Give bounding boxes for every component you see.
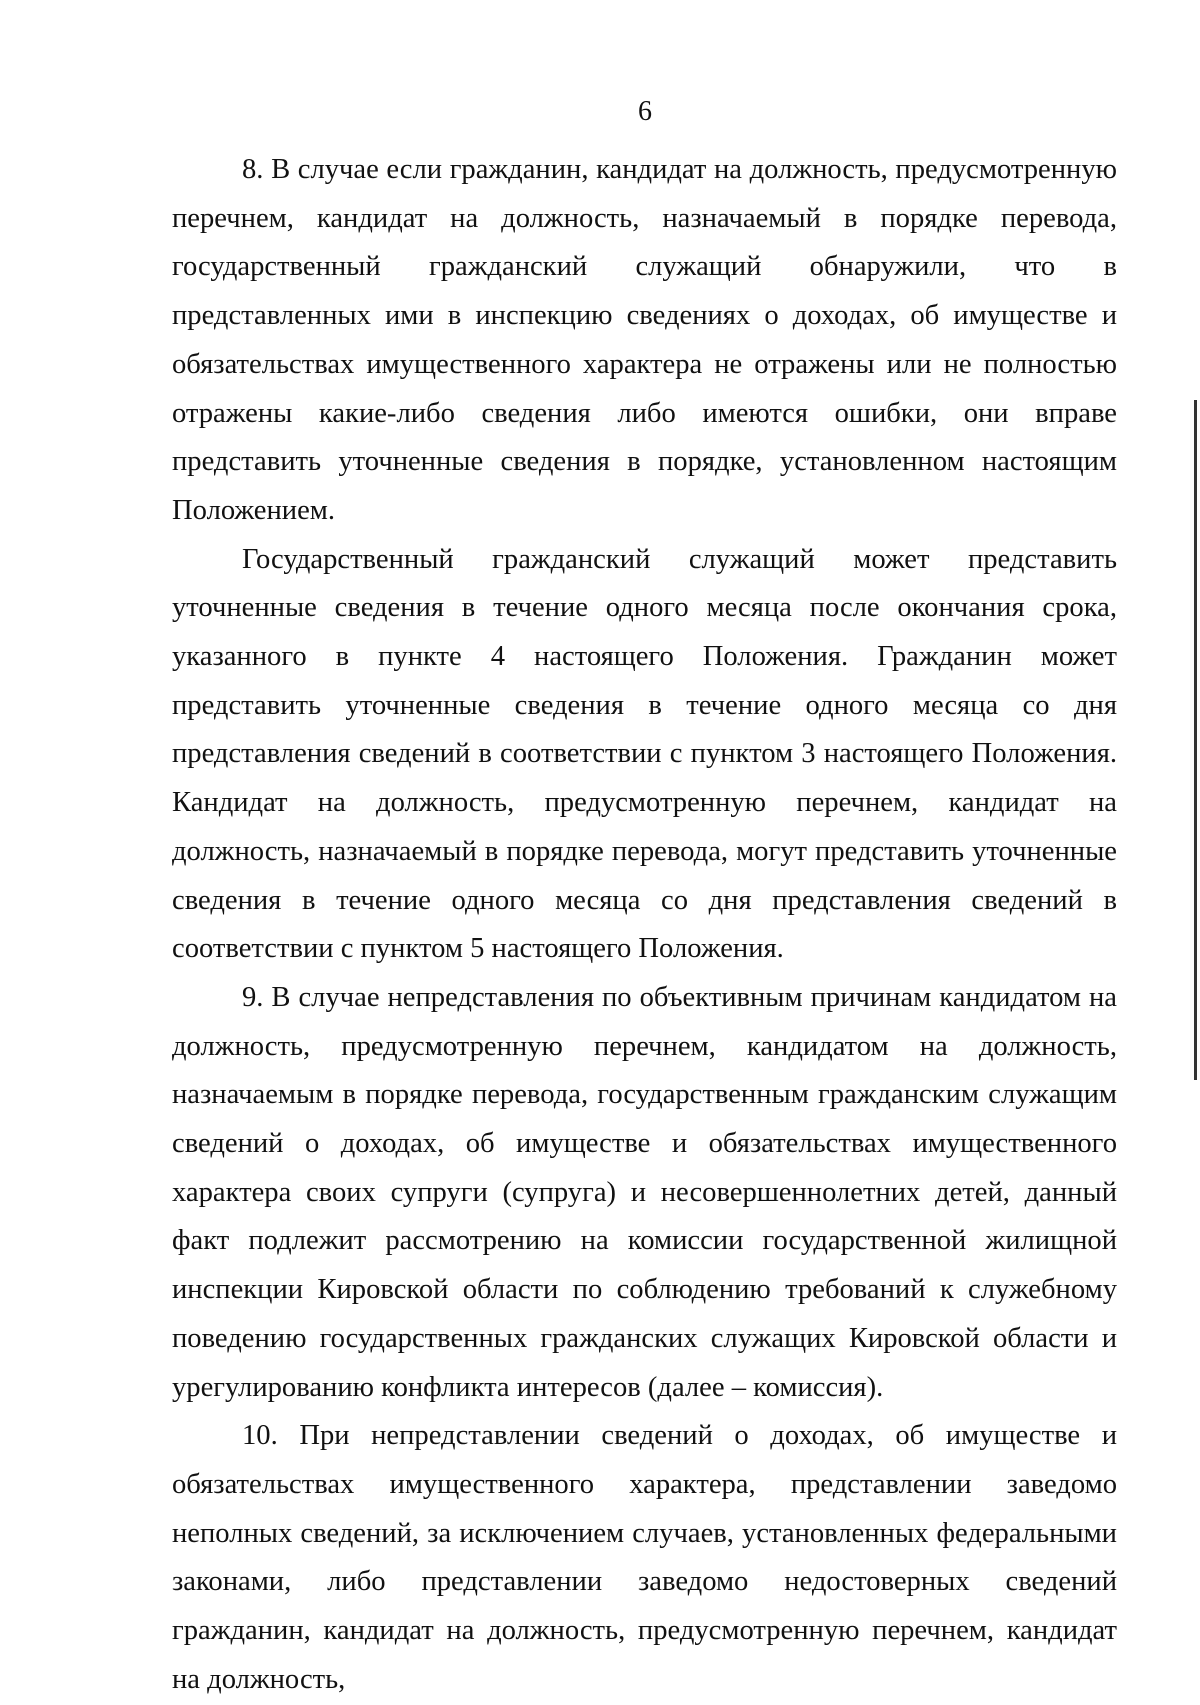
page-number: 6	[638, 96, 652, 127]
paragraph-8: 8. В случае если гражданин, кандидат на должность, предусмотренную перечнем, кандидат на должность, назначаемый в порядке перевода, государственный гражданский служащий обнаружили, что в представленных ими в инспекцию сведениях о доходах, об имуществе и обязательствах имущественного характера не отражены или не полностью отражены какие-либо сведения либо имеются ошибки, они вправе представить уточненные сведения в порядке, установленном настоящим Положением.	[172, 154, 1117, 526]
paragraph-8-continued: Государственный гражданский служащий может представить уточненные сведения в течение одного месяца после окончания срока, указанного в пункте 4 настоящего Положения. Гражданин может представить уточненные сведения в течение одного месяца со дня представления сведений в соответствии с пунктом 3 настоящего Положения. Кандидат на должность, предусмотренную перечнем, кандидат на должность, назначаемый в порядке перевода, могут представить уточненные сведения в течение одного месяца со дня представления сведений в соответствии с пунктом 5 настоящего Положения.	[172, 543, 1117, 965]
scan-edge-line	[1194, 400, 1197, 1080]
paragraph-9: 9. В случае непредставления по объективным причинам кандидатом на должность, предусмотренную перечнем, кандидатом на должность, назначаемым в порядке перевода, государственным гражданским служащим сведений о доходах, об имуществе и обязательствах имущественного характера своих супруги (супруга) и несовершеннолетних детей, данный факт подлежит рассмотрению на комиссии государственной жилищной инспекции Кировской области по соблюдению требований к служебному поведению государственных гражданских служащих Кировской области и урегулированию конфликта интересов (далее – комиссия).	[172, 981, 1117, 1403]
paragraph-10: 10. При непредставлении сведений о доходах, об имуществе и обязательствах имущественного характера, представлении заведомо неполных сведений, за исключением случаев, установленных федеральными законами, либо представлении заведомо недостоверных сведений гражданин, кандидат на должность, предусмотренную перечнем, кандидат на должность,	[172, 1420, 1117, 1695]
document-body	[172, 146, 1117, 1705]
